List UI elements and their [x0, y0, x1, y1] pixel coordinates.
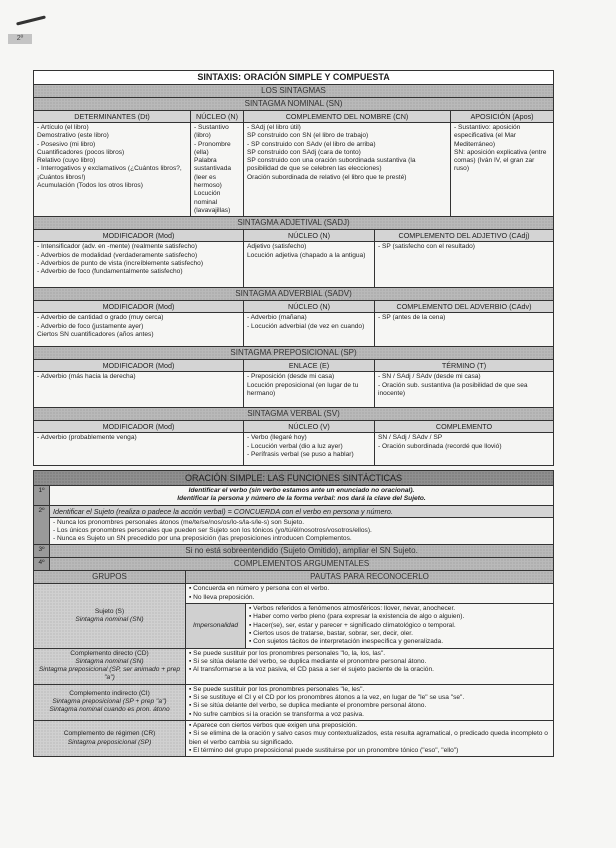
list-item: Sintagma nominal (SN)	[75, 616, 144, 624]
list-item: - Posesivo (mi libro)	[37, 140, 96, 148]
list-item: - Locución adverbial (de vez en cuando)	[247, 322, 365, 330]
step2-cell	[50, 517, 554, 545]
sadj-nucleo-cell	[244, 242, 375, 288]
sp-title: SINTAGMA PREPOSICIONAL (SP)	[34, 347, 554, 360]
col-header: COMPLEMENTO DEL NOMBRE (CN)	[244, 111, 451, 123]
list-item: ▪ Con sujetos tácitos de interpretación inespecífica y generalizada.	[249, 638, 550, 646]
list-item: ▪ Al transformarse a la voz pasiva, el CD pasa a ser el sujeto paciente de la oración.	[189, 666, 550, 674]
list-item: - Adverbio (más hacia la derecha)	[37, 373, 136, 381]
col-header: GRUPOS	[34, 571, 186, 584]
col-header: MODIFICADOR (Mod)	[34, 360, 244, 372]
funciones-title: ORACIÓN SIMPLE: LAS FUNCIONES SINTÁCTICAS	[34, 471, 554, 486]
list-item: - Locución verbal (dio a luz ayer)	[247, 442, 343, 450]
determinantes-cell	[34, 123, 191, 217]
col-header: APOSICIÓN (Apos)	[451, 111, 554, 123]
list-item: Ciertos SN cuantificadores (años antes)	[37, 330, 154, 338]
step3-text: Si no está sobreentendido (Sujeto Omitido), ampliar el SN Sujeto.	[50, 545, 554, 558]
list-item: Adjetivo (satisfecho)	[247, 243, 307, 251]
ci-group	[34, 684, 186, 720]
list-item: SN: aposición explicativa (entre comas) (Iván IV, el gran zar ruso)	[454, 148, 547, 173]
list-item: - Verbo (llegaré hoy)	[247, 434, 307, 442]
list-item: ▪ Si se sustituye el CI y el CD por los pronombres átonos a la vez, en lugar de "le" se usa "se".	[189, 694, 550, 702]
sv-comp-cell	[375, 433, 554, 466]
funciones-table	[33, 470, 554, 757]
sp-enlace-cell	[244, 372, 375, 408]
col-header: MODIFICADOR (Mod)	[34, 421, 244, 433]
sp-termino-cell	[375, 372, 554, 408]
list-item: - SP construido con SAdv (el libro de arriba)	[247, 140, 376, 148]
list-item: - Oración subordinada (recordé que llovió)	[378, 442, 502, 450]
cr-pautas	[186, 720, 554, 756]
list-item: ▪ Haber como verbo pleno (para expresar la existencia de algo o alguien).	[249, 613, 550, 621]
list-item: - Oración sub. sustantiva (la posibilidad de que sea inocente)	[378, 381, 528, 397]
list-item: - Preposición (desde mi casa)	[247, 373, 335, 381]
list-item: - Adverbio de cantidad o grado (muy cerca)	[37, 314, 164, 322]
col-header: TÉRMINO (T)	[375, 360, 554, 372]
list-item: ▪ Verbos referidos a fenómenos atmosféricos: llover, nevar, anochecer.	[249, 605, 550, 613]
group-name: Complemento indirecto (CI)	[69, 689, 150, 697]
list-item: ▪ Se puede sustituir por los pronombres personales "le, les".	[189, 686, 550, 694]
col-header: COMPLEMENTO	[375, 421, 554, 433]
list-item: ▪ Hacer(se), ser, estar y parecer + significado climatológico o temporal.	[249, 622, 550, 630]
group-name: Complemento de régimen (CR)	[63, 730, 156, 738]
step-number: 3º	[34, 545, 50, 558]
col-header: DETERMINANTES (Dt)	[34, 111, 191, 123]
list-item: - Interrogativos y exclamativos (¿Cuántos libros?, ¡Cuántos libros!)	[37, 165, 182, 181]
list-item: Sintagma nominal (SN)	[75, 657, 144, 665]
impersonalidad-label: Impersonalidad	[186, 604, 246, 648]
list-item: SP construido con una oración subordinada sustantiva (la posibilidad de que se celebren las elecciones)	[247, 157, 416, 173]
step-number: 4º	[34, 558, 50, 571]
step1-cell	[50, 486, 554, 506]
list-item: ▪ Si se sitúa delante del verbo, se duplica mediante el pronombre personal átono.	[189, 658, 550, 666]
sintagmas-table	[33, 70, 554, 466]
list-item: Locución adjetiva (chapado a la antigua)	[247, 251, 366, 259]
sp-mod-cell	[34, 372, 244, 408]
list-item: ▪ Si se sitúa delante del verbo, se duplica mediante el pronombre personal átono.	[189, 702, 550, 710]
step2-head: Identificar el Sujeto (realiza o padece la acción verbal) = CONCUERDA con el verbo en persona y número.	[50, 505, 554, 517]
list-item: Locución preposicional (en lugar de tu hermano)	[247, 381, 359, 397]
cd-pautas	[186, 648, 554, 684]
col-header: COMPLEMENTO DEL ADVERBIO (CAdv)	[375, 301, 554, 313]
sn-title: SINTAGMA NOMINAL (SN)	[34, 98, 554, 111]
list-item: Sintagma nominal cuando es pron. átono	[49, 706, 170, 714]
list-item: SP construido con SN (el libro de trabajo)	[247, 132, 369, 140]
sadj-mod-cell	[34, 242, 244, 288]
list-item: - Adverbio de foco (justamente ayer)	[37, 322, 144, 330]
list-item: ▪ No lleva preposición.	[189, 594, 550, 602]
list-item: Identificar la persona y número de la forma verbal: nos dará la clave del Sujeto.	[177, 495, 426, 503]
step-number: 2º	[34, 505, 50, 545]
list-item: ▪ No sufre cambios si la oración se transforma a voz pasiva.	[189, 711, 550, 719]
list-item: - Nunca es Sujeto un SN precedido por una preposición (las preposiciones introducen Complementos.	[53, 535, 352, 543]
impersonalidad-pautas	[246, 604, 554, 648]
list-item: Palabra sustantivada (leer es hermoso)	[194, 157, 232, 190]
list-item: Relativo (cuyo libro)	[37, 157, 96, 165]
list-item: Locución nominal (lavavajillas)	[194, 190, 231, 214]
ci-pautas	[186, 684, 554, 720]
list-item: - Adverbio de foco (fundamentalmente satisfecho)	[37, 268, 183, 276]
list-item: - SN / SAdj / SAdv (desde mi casa)	[378, 373, 481, 381]
list-item: Demostrativo (este libro)	[37, 132, 109, 140]
col-header: ENLACE (E)	[244, 360, 375, 372]
list-item: ▪ Si se elimina de la oración y salvo casos muy contextualizados, esta resulta agramatical, o predicado queda incompleto o bien el verbo cambia su significado.	[189, 730, 550, 747]
nucleo-cell	[191, 123, 244, 217]
group-name: Complemento directo (CD)	[70, 649, 149, 657]
apos-cell	[451, 123, 554, 217]
list-item: ▪ Aparece con ciertos verbos que exigen una preposición.	[189, 722, 550, 730]
cn-cell	[244, 123, 451, 217]
list-item: ▪ Concuerda en número y persona con el verbo.	[189, 585, 550, 593]
list-item: - Nunca los pronombres personales átonos (me/te/se/nos/os/lo-s/la-s/le-s) son Sujeto.	[53, 518, 305, 526]
sujeto-pautas	[186, 584, 554, 604]
list-item: Sintagma preposicional (SP, ser animado + prep "a")	[38, 666, 181, 682]
sv-title: SINTAGMA VERBAL (SV)	[34, 408, 554, 421]
list-item: - Adverbio (probablemente venga)	[37, 434, 137, 442]
list-item: - Pronombre (ella)	[194, 140, 231, 156]
list-item: - Artículo (el libro)	[37, 124, 89, 131]
list-item: Sintagma preposicional (SP)	[67, 738, 152, 746]
col-header: MODIFICADOR (Mod)	[34, 230, 244, 242]
step-number: 1º	[34, 486, 50, 506]
page-mark: 2º	[8, 34, 32, 44]
col-header: COMPLEMENTO DEL ADJETIVO (CAdj)	[375, 230, 554, 242]
list-item: - Adverbios de punto de vista (increíblemente satisfecho)	[37, 259, 204, 267]
pen-mark	[16, 15, 46, 25]
sadv-mod-cell	[34, 313, 244, 347]
list-item: - Adverbios de modalidad (verdaderamente satisfecho)	[37, 251, 198, 259]
col-header: PAUTAS PARA RECONOCERLO	[186, 571, 554, 584]
sadj-comp-cell	[375, 242, 554, 288]
sv-nucleo-cell	[244, 433, 375, 466]
list-item: - Los únicos pronombres personales que pueden ser Sujeto son los tónicos (yo/tú/él/nosotros/vosotros/ellos).	[53, 526, 372, 534]
sv-mod-cell	[34, 433, 244, 466]
sadv-comp-cell	[375, 313, 554, 347]
group-name: Sujeto (S)	[94, 607, 125, 615]
list-item: - Sustantivo (libro)	[194, 124, 229, 140]
list-item: - Perífrasis verbal (se puso a hablar)	[247, 450, 354, 458]
col-header: NÚCLEO (V)	[244, 421, 375, 433]
list-item: - SP (satisfecho con el resultado)	[378, 243, 476, 251]
list-item: - Adverbio (mañana)	[247, 314, 307, 322]
sadj-title: SINTAGMA ADJETIVAL (SADJ)	[34, 217, 554, 230]
list-item: Cuantificadores (pocos libros)	[37, 148, 125, 156]
list-item: ▪ El término del grupo preposicional puede sustituirse por un pronombre tónico ("eso", "ello")	[189, 747, 550, 755]
list-item: SN / SAdj / SAdv / SP	[378, 434, 443, 442]
list-item: - Intensificador (adv. en -mente) (realmente satisfecho)	[37, 243, 198, 251]
col-header: MODIFICADOR (Mod)	[34, 301, 244, 313]
list-item: - Sustantivo: aposición especificativa (el Mar Mediterráneo)	[454, 124, 521, 148]
list-item: SP construido con SAdj (cara de tonto)	[247, 148, 361, 156]
col-header: NÚCLEO (N)	[244, 301, 375, 313]
col-header: NÚCLEO (N)	[244, 230, 375, 242]
step4-text: COMPLEMENTOS ARGUMENTALES	[50, 558, 554, 571]
sadv-title: SINTAGMA ADVERBIAL (SADV)	[34, 288, 554, 301]
list-item: ▪ Ciertos usos de tratarse, bastar, sobrar, ser, decir, oler.	[249, 630, 550, 638]
list-item: ▪ Se puede sustituir por los pronombres personales "lo, la, los, las".	[189, 650, 550, 658]
list-item: Acumulación (Todos los otros libros)	[37, 182, 143, 190]
sujeto-group	[34, 584, 186, 648]
list-item: Identificar el verbo (sin verbo estamos ante un enunciado no oracional).	[188, 487, 415, 494]
list-item: Sintagma preposicional (SP + prep "a")	[52, 698, 167, 706]
sadv-nucleo-cell	[244, 313, 375, 347]
list-item: Oración subordinada de relativo (el libro que te presté)	[247, 173, 407, 181]
list-item: - SAdj (el libro útil)	[247, 124, 301, 131]
section-title: LOS SINTAGMAS	[34, 85, 554, 98]
cd-group	[34, 648, 186, 684]
cr-group	[34, 720, 186, 756]
document-title: SINTAXIS: ORACIÓN SIMPLE Y COMPUESTA	[34, 71, 554, 85]
list-item: - SP (antes de la cena)	[378, 314, 446, 322]
col-header: NÚCLEO (N)	[191, 111, 244, 123]
